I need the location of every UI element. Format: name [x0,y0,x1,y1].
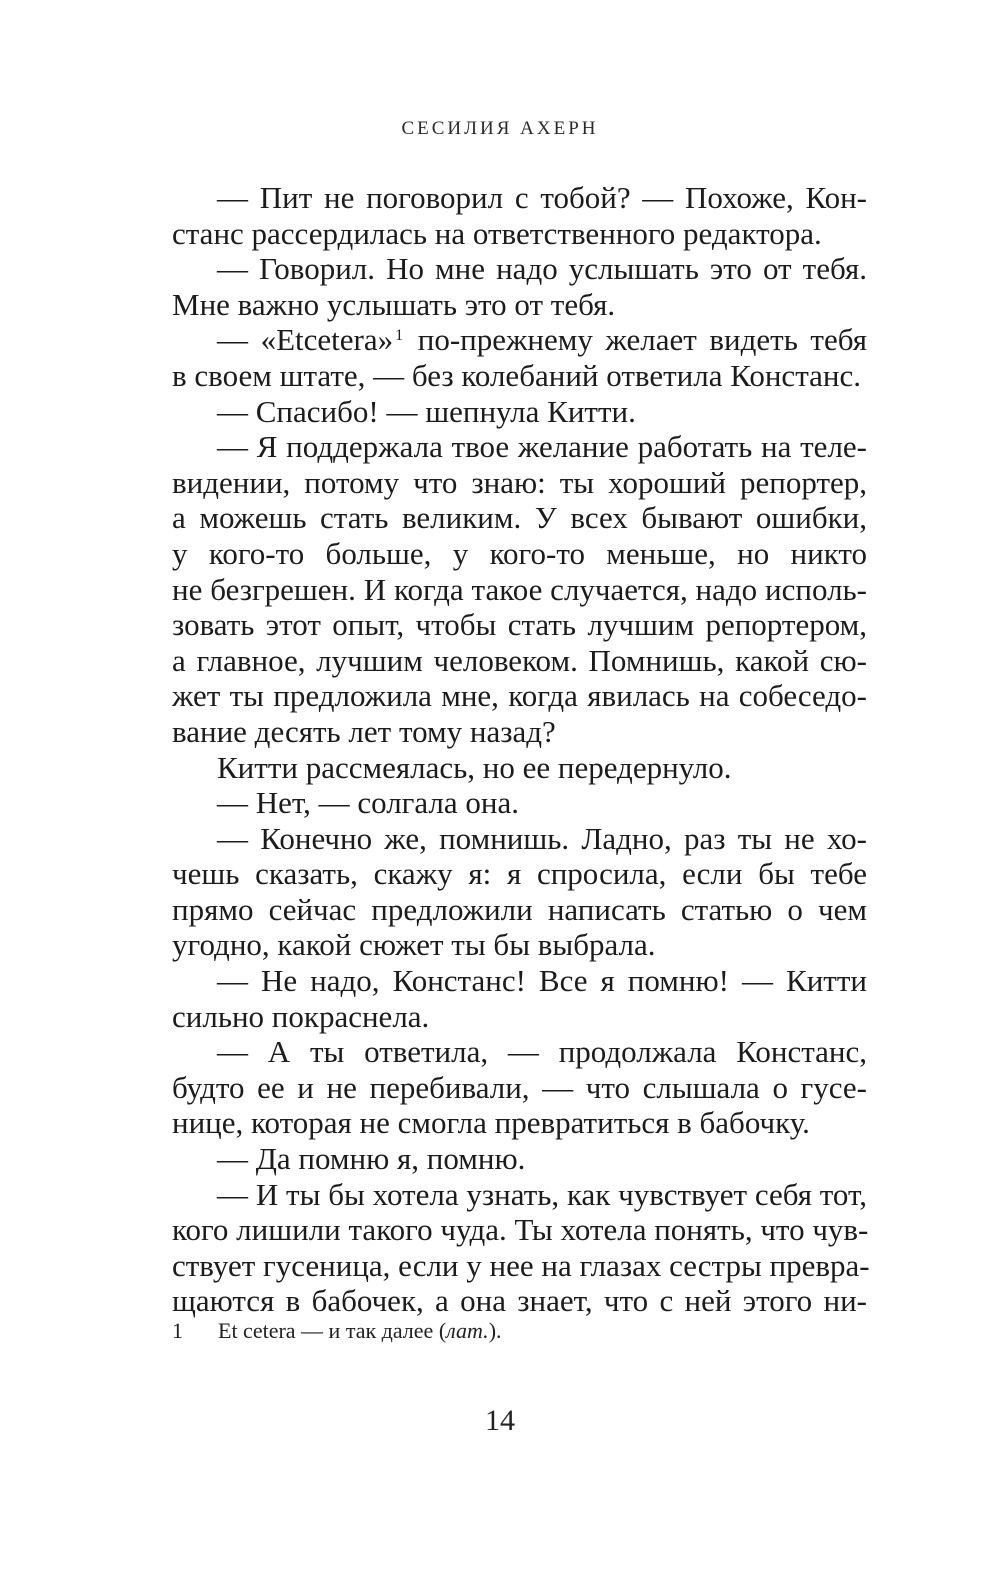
text-line: а можешь стать великим. У всех бывают ошибки, [172,500,867,536]
text-line: Китти рассмеялась, но ее передернуло. [217,749,732,785]
text-line [172,322,867,358]
running-head: СЕСИЛИЯ АХЕРН [401,118,599,139]
text-line: нице, которая не смогла превратиться в бабочку. [172,1105,810,1141]
text-line: — Я поддержала твое желание работать на теле- [217,429,867,465]
text-line: будто ее и не перебивали, — что слышала о гусе- [172,1069,867,1105]
text-line: а главное, лучшим человеком. Помнишь, какой сю- [172,642,867,678]
text-line: сильно покраснела. [172,998,430,1034]
text-line: — Конечно же, помнишь. Ладно, раз ты не хо- [217,820,867,856]
text-line-rest: по-прежнему желает видеть тебя [417,322,867,358]
text-line: зовать этот опыт, чтобы стать лучшим репортером, [172,607,867,643]
text-line: в своем штате, — без колебаний ответила Констанс. [172,357,861,393]
text-line: — Говорил. Но мне надо услышать это от тебя. [217,251,867,287]
text-line: ствует гусеница, если у нее на глазах сестры превра- [172,1247,870,1283]
text-line: прямо сейчас предложили написать статью о чем [172,891,867,927]
text-line: жет ты предложила мне, когда явилась на собеседо- [172,678,867,714]
text-line: вание десять лет тому назад? [172,713,556,749]
footnote [172,1318,502,1344]
footnote-number: 1 [172,1318,183,1343]
footnote-reference: 1 [395,327,404,345]
magazine-name: — «Etcetera» [217,322,394,358]
text-line: не безгрешен. И когда такое случается, надо исполь- [172,571,867,607]
text-line: видении, потому что знаю: ты хороший репортер, [172,464,867,500]
text-line: — Да помню я, помню. [217,1141,526,1177]
text-line: — А ты ответила, — продолжала Констанс, [217,1034,867,1070]
text-line: щаются в бабочек, а она знает, что с ней этого ни- [172,1283,867,1319]
footnote-text: Et cetera — и так далее ( [218,1318,447,1343]
text-line: — Пит не поговорил с тобой? — Похоже, Кон- [217,180,867,215]
text-line: станс рассердилась на ответственного редактора. [172,215,822,251]
text-line: Мне важно услышать это от тебя. [172,286,616,322]
text-line: кого лишили такого чуда. Ты хотела понять, что чув- [172,1212,869,1248]
text-line: угодно, какой сюжет ты бы выбрала. [172,927,656,963]
text-line: — И ты бы хотела узнать, как чувствует себя тот, [217,1176,867,1212]
text-line: — Спасибо! — шепнула Китти. [217,393,636,429]
text-line: — Нет, — солгала она. [217,785,520,821]
footnote-closing: ). [488,1318,502,1343]
text-line: у кого-то больше, у кого-то меньше, но никто [172,535,867,571]
footnote-language: лат. [446,1318,489,1343]
text-line: чешь сказать, скажу я: я спросила, если бы тебе [172,856,867,892]
body-text [172,180,870,1319]
text-line: — Не надо, Констанс! Все я помню! — Китти [217,963,867,999]
page-number: 14 [485,1404,515,1437]
